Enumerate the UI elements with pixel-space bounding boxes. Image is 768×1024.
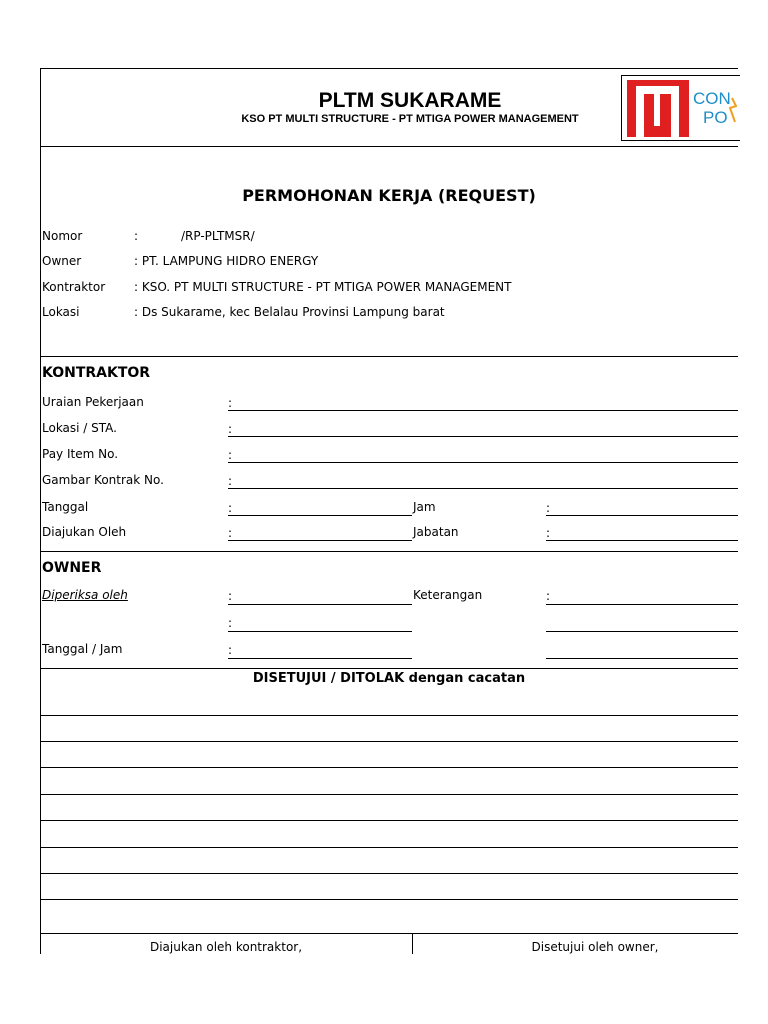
signature-right-label: Disetujui oleh owner, — [531, 940, 659, 954]
jabatan-label: Jabatan — [413, 525, 459, 539]
kontraktor-label: Kontraktor — [42, 280, 106, 294]
note-line-4[interactable] — [40, 794, 738, 795]
pay-item-field[interactable] — [228, 462, 738, 463]
tanggal-colon: : — [228, 501, 233, 515]
note-line-8[interactable] — [40, 899, 738, 900]
diajukan-field[interactable] — [228, 540, 412, 541]
keterangan-extra-field[interactable] — [546, 631, 738, 632]
tanggal-jam-label: Tanggal / Jam — [42, 642, 123, 656]
nomor-colon: : — [134, 229, 139, 243]
pay-item-colon: : — [228, 448, 233, 462]
uraian-field[interactable] — [228, 410, 738, 411]
diperiksa-extra-field[interactable] — [228, 631, 412, 632]
diperiksa-field[interactable] — [228, 604, 412, 605]
frame-top-border — [40, 68, 738, 69]
jabatan-colon: : — [546, 526, 551, 540]
diajukan-label: Diajukan Oleh — [42, 525, 127, 539]
owner-heading: OWNER — [42, 560, 102, 576]
note-line-6[interactable] — [40, 847, 738, 848]
gambar-colon: : — [228, 474, 233, 488]
pay-item-label: Pay Item No. — [42, 447, 119, 461]
uraian-colon: : — [228, 396, 233, 410]
gambar-field[interactable] — [228, 488, 738, 489]
note-line-5[interactable] — [40, 820, 738, 821]
signature-divider — [40, 933, 738, 934]
jam-label: Jam — [413, 500, 436, 514]
document-subtitle: KSO PT MULTI STRUCTURE - PT MTIGA POWER MANAGEMENT — [241, 113, 579, 125]
tanggal-field[interactable] — [228, 515, 412, 516]
diajukan-colon: : — [228, 526, 233, 540]
diperiksa-colon: : — [228, 589, 233, 603]
kontraktor-value: : KSO. PT MULTI STRUCTURE - PT MTIGA POWER MANAGEMENT — [134, 280, 512, 294]
kontraktor-divider — [40, 551, 738, 552]
form-title: PERMOHONAN KERJA (REQUEST) — [242, 186, 536, 205]
diperiksa-extra-colon: : — [228, 616, 233, 630]
lokasi-value: : Ds Sukarame, kec Belalau Provinsi Lampung barat — [134, 305, 445, 319]
logo-text-top: CON — [693, 89, 731, 108]
gambar-label: Gambar Kontrak No. — [42, 473, 164, 487]
owner-divider — [40, 668, 738, 669]
logo-text-bottom: PO — [703, 108, 728, 127]
diperiksa-label: Diperiksa oleh — [42, 588, 128, 602]
keterangan-field[interactable] — [546, 604, 738, 605]
owner-label: Owner — [42, 254, 82, 268]
lokasi-label: Lokasi — [42, 305, 80, 319]
uraian-label: Uraian Pekerjaan — [42, 395, 144, 409]
lokasi-sta-colon: : — [228, 422, 233, 436]
signature-left-label: Diajukan oleh kontraktor, — [149, 940, 303, 954]
lokasi-sta-field[interactable] — [228, 436, 738, 437]
jabatan-field[interactable] — [546, 540, 738, 541]
keterangan-label: Keterangan — [413, 588, 483, 602]
tanggal-label: Tanggal — [42, 500, 89, 514]
company-logo — [621, 75, 740, 141]
jam-colon: : — [546, 501, 551, 515]
note-line-3[interactable] — [40, 767, 738, 768]
lokasi-sta-label: Lokasi / STA. — [42, 421, 117, 435]
header-divider — [40, 146, 738, 147]
tanggal-jam-colon: : — [228, 643, 233, 657]
note-line-1[interactable] — [40, 715, 738, 716]
jam-field[interactable] — [546, 515, 738, 516]
tanggal-jam-extra-field[interactable] — [546, 658, 738, 659]
nomor-value: /RP-PLTMSR/ — [181, 229, 255, 243]
note-line-2[interactable] — [40, 741, 738, 742]
tanggal-jam-field[interactable] — [228, 658, 412, 659]
note-line-7[interactable] — [40, 873, 738, 874]
keterangan-colon: : — [546, 589, 551, 603]
nomor-label: Nomor — [42, 229, 83, 243]
kontraktor-heading: KONTRAKTOR — [42, 365, 151, 381]
document-title: PLTM SUKARAME — [318, 89, 502, 112]
approval-heading: DISETUJUI / DITOLAK dengan cacatan — [252, 671, 526, 686]
info-divider — [40, 356, 738, 357]
owner-value: : PT. LAMPUNG HIDRO ENERGY — [134, 254, 319, 268]
